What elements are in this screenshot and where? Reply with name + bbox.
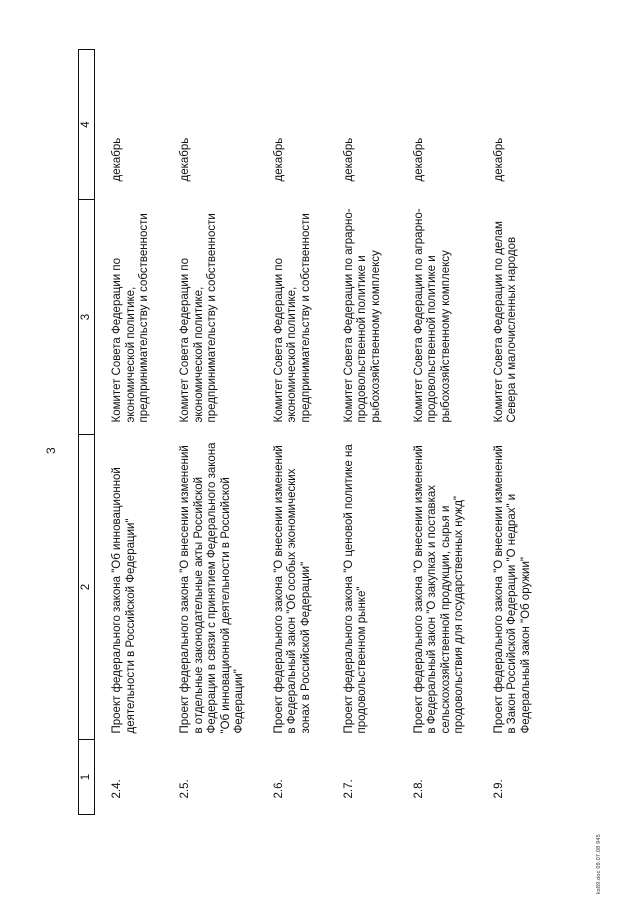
deadline: декабрь [412,137,425,182]
responsible-committee: Комитет Совета Федерации по экономической политике, предпринимательству и собственности [111,213,150,423]
page-number: 3 [44,447,58,454]
responsible-committee: Комитет Совета Федерации по экономической политике, предпринимательству и собственности [179,213,218,423]
deadline: декабрь [492,137,505,182]
table-row [477,50,545,815]
header-col-3: 3 [79,200,95,435]
responsible-committee: Комитет Совета Федерации по делам Севера и малочисленных народов [492,221,518,423]
deadline: декабрь [272,137,285,182]
bill-title: Проект федерального закона "О внесении изменений в отдельные законодательные акты Российской Федерации в связи с принятием Федерального закона "Об инновационной деятельности в Российской Федерации" [179,442,245,734]
bill-title: Проект федерального закона "О ценовой политике на продовольственном рынке" [342,444,368,734]
bill-title: Проект федерального закона "О внесении изменений в Закон Российской Федерации "О недрах" и Федеральный закон "Об оружии" [492,445,532,734]
bill-title: Проект федерального закона "О внесении изменений в Федеральный закон "Об особых экономических зонах в Российской Федерации" [272,445,312,734]
deadline: декабрь [179,137,191,182]
document-footer-code: ks89.doc 09.07.08 945 [596,834,602,894]
table-row [257,50,327,815]
table-row [163,50,257,815]
header-col-2: 2 [79,435,95,740]
legislative-plan-table [78,49,545,815]
table-row [327,50,397,815]
row-number: 2.4. [111,779,123,799]
table-row [397,50,477,815]
responsible-committee: Комитет Совета Федерации по аграрно-продовольственной политике и рыбохозяйственному комплексу [342,208,382,423]
row-number: 2.9. [492,779,505,799]
bill-title: Проект федерального закона "Об инновационной деятельности в Российской Федерации" [111,467,137,734]
row-number: 2.6. [272,779,285,799]
row-number: 2.7. [342,779,355,799]
header-col-4: 4 [79,50,95,200]
header-col-1: 1 [79,740,95,815]
responsible-committee: Комитет Совета Федерации по экономической политике, предпринимательству и собственности [272,213,312,423]
row-number: 2.5. [179,779,191,799]
deadline: декабрь [111,137,123,182]
table-header-row [79,50,95,815]
table-row [95,50,164,815]
bill-title: Проект федерального закона "О внесении изменений в Федеральный закон "О закупках и поставках сельскохозяйственной продукции, сырья и продовольствия для государственных нужд" [412,445,465,734]
deadline: декабрь [342,137,355,182]
row-number: 2.8. [412,779,425,799]
responsible-committee: Комитет Совета Федерации по аграрно-продовольственной политике и рыбохозяйственному комплексу [412,208,452,423]
